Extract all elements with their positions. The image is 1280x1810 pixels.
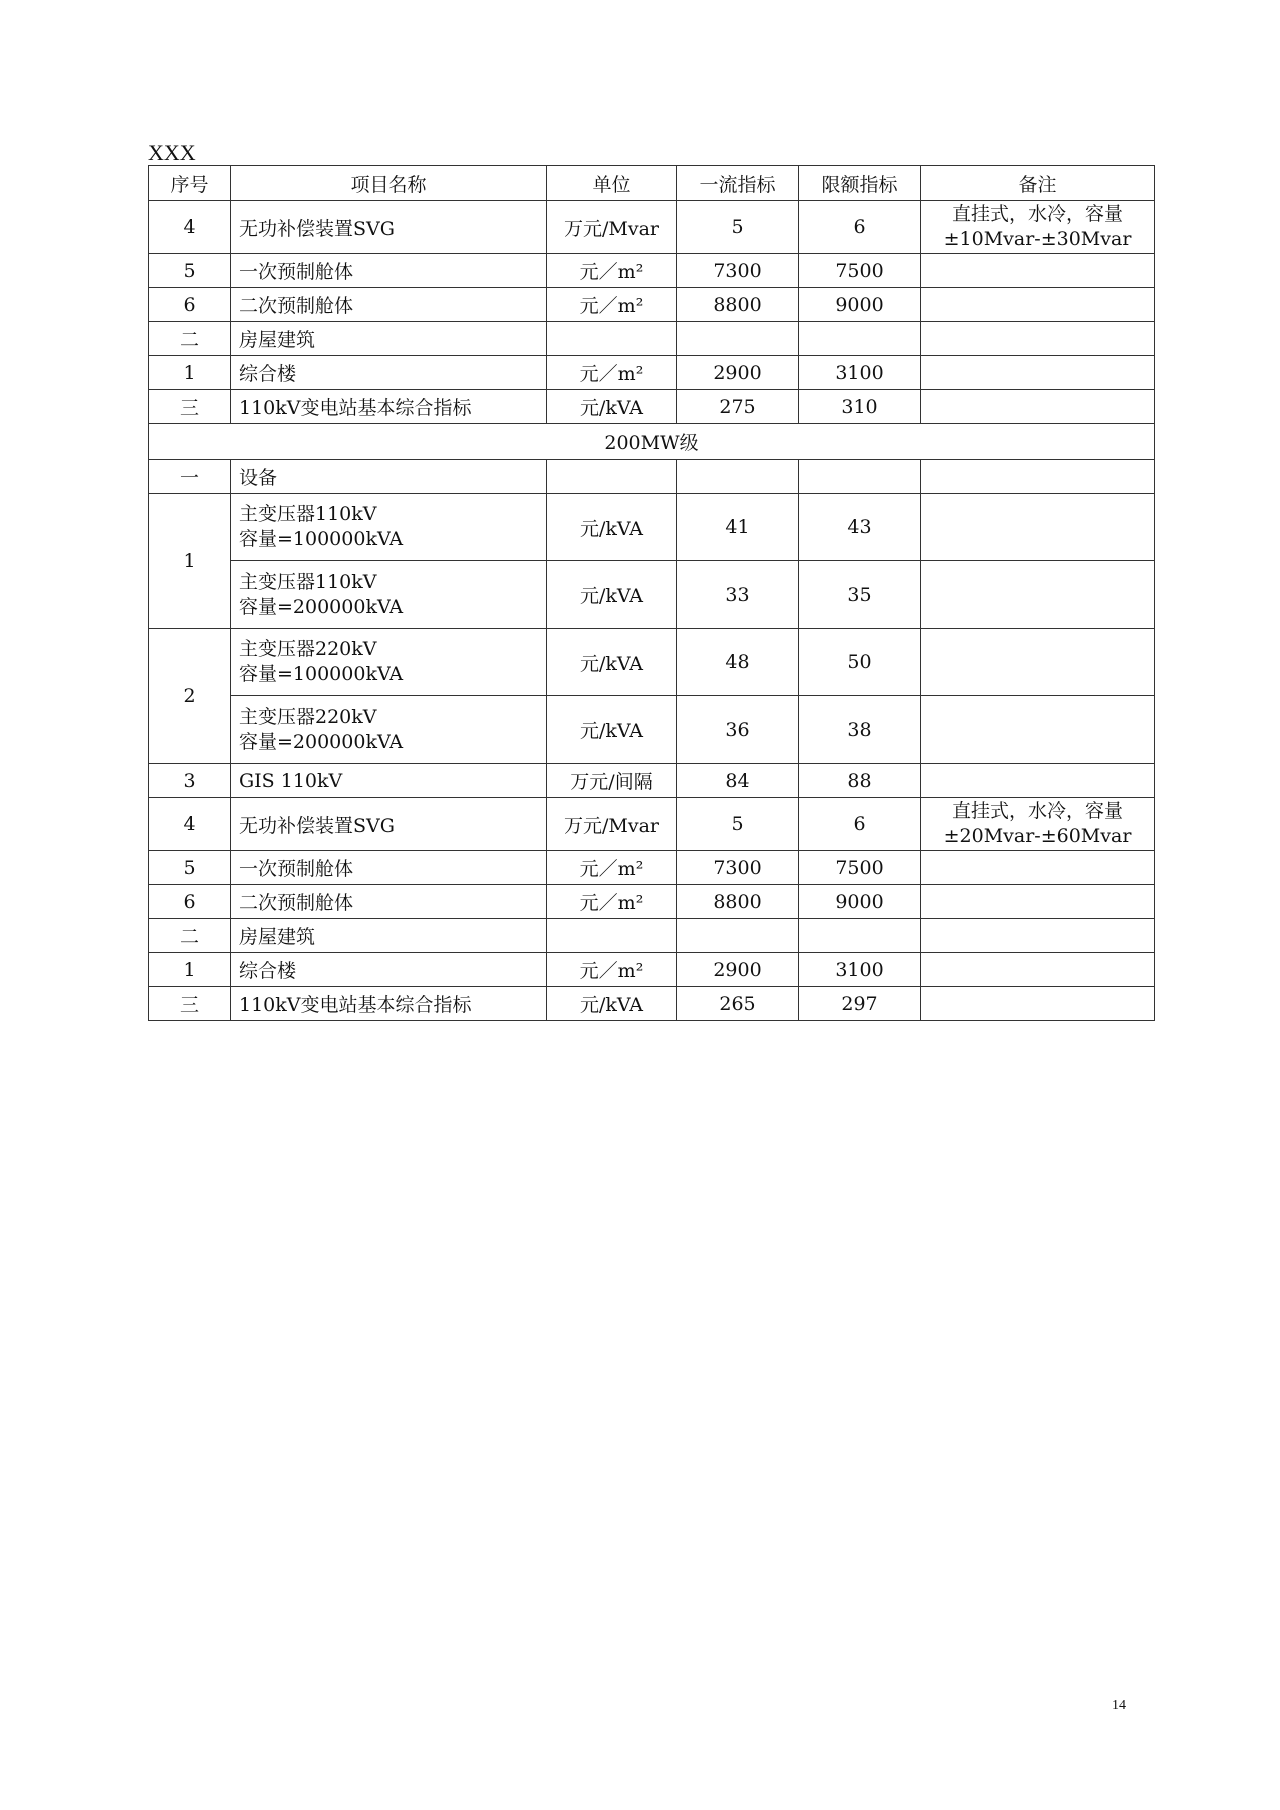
- cell-limit: [799, 322, 921, 356]
- cell-seq: 1: [149, 494, 231, 629]
- table-row: [149, 953, 1155, 987]
- cell-limit: 43: [799, 494, 921, 561]
- cell-unit: 元/kVA: [547, 696, 677, 764]
- table-row: [149, 919, 1155, 953]
- table-row: [149, 390, 1155, 424]
- cell-remark: [921, 696, 1155, 764]
- remark-line-1: 直挂式，水冷，容量: [951, 203, 1123, 225]
- table-row: [149, 356, 1155, 390]
- cell-name: [231, 494, 547, 561]
- cell-seq: 6: [149, 288, 231, 322]
- table-row: [149, 885, 1155, 919]
- cell-remark: [921, 322, 1155, 356]
- name-line-1: 主变压器220kV: [239, 705, 377, 728]
- cell-first-class: [677, 460, 799, 494]
- cell-unit: 万元/Mvar: [547, 798, 677, 851]
- section-row: [149, 424, 1155, 460]
- cell-first-class: 265: [677, 987, 799, 1021]
- header-limit: 限额指标: [799, 166, 921, 201]
- cell-unit: 万元/间隔: [547, 764, 677, 798]
- table-row: [149, 254, 1155, 288]
- cell-first-class: 275: [677, 390, 799, 424]
- cell-remark: [921, 885, 1155, 919]
- cell-unit: 元／m²: [547, 885, 677, 919]
- table-row: [149, 201, 1155, 254]
- cell-unit: 万元/Mvar: [547, 201, 677, 254]
- cell-first-class: 7300: [677, 851, 799, 885]
- cell-remark: [921, 851, 1155, 885]
- table-row: [149, 851, 1155, 885]
- cell-limit: 297: [799, 987, 921, 1021]
- section-200mw-title: 200MW级: [149, 424, 1155, 460]
- cell-name: 房屋建筑: [231, 919, 547, 953]
- cell-unit: 元／m²: [547, 288, 677, 322]
- header-remark: 备注: [921, 166, 1155, 201]
- cell-remark: [921, 629, 1155, 696]
- page-number: 14: [1112, 1698, 1126, 1713]
- cell-remark: [921, 288, 1155, 322]
- cell-limit: [799, 460, 921, 494]
- cell-limit: 7500: [799, 254, 921, 288]
- cell-remark: [921, 764, 1155, 798]
- cell-remark: [921, 356, 1155, 390]
- table-row: [149, 629, 1155, 696]
- cell-unit: 元/kVA: [547, 987, 677, 1021]
- cell-remark: [921, 919, 1155, 953]
- cell-limit: 7500: [799, 851, 921, 885]
- cell-name: 110kV变电站基本综合指标: [231, 987, 547, 1021]
- cell-name: 二次预制舱体: [231, 288, 547, 322]
- cell-first-class: 41: [677, 494, 799, 561]
- cell-remark: [921, 390, 1155, 424]
- cell-unit: 元／m²: [547, 356, 677, 390]
- cell-name: 设备: [231, 460, 547, 494]
- cell-first-class: 84: [677, 764, 799, 798]
- name-line-2: 容量=200000kVA: [239, 730, 404, 753]
- name-line-1: 主变压器110kV: [239, 570, 377, 593]
- cell-remark: [921, 254, 1155, 288]
- cell-remark: [921, 953, 1155, 987]
- cell-limit: 3100: [799, 356, 921, 390]
- cell-seq: 4: [149, 798, 231, 851]
- header-seq: 序号: [149, 166, 231, 201]
- cell-unit: 元／m²: [547, 254, 677, 288]
- header-unit: 单位: [547, 166, 677, 201]
- remark-line-1: 直挂式，水冷，容量: [951, 800, 1123, 822]
- table-row: [149, 460, 1155, 494]
- cell-name: 二次预制舱体: [231, 885, 547, 919]
- cell-first-class: [677, 322, 799, 356]
- cell-name: [231, 629, 547, 696]
- cell-first-class: 48: [677, 629, 799, 696]
- cell-limit: [799, 919, 921, 953]
- cell-unit: 元/kVA: [547, 390, 677, 424]
- name-line-1: 主变压器110kV: [239, 503, 377, 525]
- table-row: [149, 987, 1155, 1021]
- cell-first-class: [677, 919, 799, 953]
- cell-limit: 38: [799, 696, 921, 764]
- cell-remark: [921, 460, 1155, 494]
- cell-name: [231, 561, 547, 629]
- cell-first-class: 5: [677, 798, 799, 851]
- table-row: [149, 288, 1155, 322]
- cell-limit: 3100: [799, 953, 921, 987]
- cell-unit: [547, 919, 677, 953]
- cell-remark: [921, 494, 1155, 561]
- cell-name: 一次预制舱体: [231, 254, 547, 288]
- cell-remark: [921, 561, 1155, 629]
- cell-limit: 50: [799, 629, 921, 696]
- cell-first-class: 8800: [677, 885, 799, 919]
- cell-unit: 元／m²: [547, 953, 677, 987]
- cell-name: [231, 696, 547, 764]
- cell-seq: 1: [149, 953, 231, 987]
- cell-name: 综合楼: [231, 953, 547, 987]
- cell-seq: 三: [149, 390, 231, 424]
- cell-limit: 310: [799, 390, 921, 424]
- name-line-2: 容量=200000kVA: [239, 595, 404, 618]
- cell-seq: 三: [149, 987, 231, 1021]
- name-line-2: 容量=100000kVA: [239, 663, 404, 685]
- header-name: 项目名称: [231, 166, 547, 201]
- cell-limit: 88: [799, 764, 921, 798]
- cell-remark: [921, 798, 1155, 851]
- name-line-2: 容量=100000kVA: [239, 528, 404, 550]
- cell-remark: [921, 201, 1155, 254]
- cell-seq: 6: [149, 885, 231, 919]
- cell-name: 110kV变电站基本综合指标: [231, 390, 547, 424]
- cell-limit: 9000: [799, 885, 921, 919]
- cell-limit: 35: [799, 561, 921, 629]
- cell-unit: [547, 322, 677, 356]
- cell-first-class: 33: [677, 561, 799, 629]
- cell-name: 无功补偿装置SVG: [231, 798, 547, 851]
- table-header-row: [149, 166, 1155, 201]
- table-row: [149, 798, 1155, 851]
- cell-name: 无功补偿装置SVG: [231, 201, 547, 254]
- table-row: [149, 322, 1155, 356]
- cell-seq: 4: [149, 201, 231, 254]
- cell-name: 综合楼: [231, 356, 547, 390]
- cell-unit: [547, 460, 677, 494]
- remark-line-2: ±10Mvar-±30Mvar: [943, 228, 1132, 250]
- cell-limit: 6: [799, 798, 921, 851]
- index-table: [148, 165, 1155, 1021]
- table-row: [149, 561, 1155, 629]
- table-row: [149, 764, 1155, 798]
- cell-limit: 9000: [799, 288, 921, 322]
- cell-limit: 6: [799, 201, 921, 254]
- cell-seq: 5: [149, 254, 231, 288]
- cell-name: 一次预制舱体: [231, 851, 547, 885]
- cell-first-class: 2900: [677, 953, 799, 987]
- cell-seq: 2: [149, 629, 231, 764]
- cell-seq: 二: [149, 919, 231, 953]
- table-row: [149, 494, 1155, 561]
- name-line-1: 主变压器220kV: [239, 638, 377, 660]
- cell-first-class: 2900: [677, 356, 799, 390]
- cell-first-class: 36: [677, 696, 799, 764]
- table-row: [149, 696, 1155, 764]
- cell-unit: 元/kVA: [547, 629, 677, 696]
- cell-name: 房屋建筑: [231, 322, 547, 356]
- cell-seq: 3: [149, 764, 231, 798]
- cell-seq: 二: [149, 322, 231, 356]
- cell-unit: 元／m²: [547, 851, 677, 885]
- cell-seq: 5: [149, 851, 231, 885]
- cell-unit: 元/kVA: [547, 494, 677, 561]
- cell-seq: 一: [149, 460, 231, 494]
- cell-first-class: 5: [677, 201, 799, 254]
- cell-first-class: 7300: [677, 254, 799, 288]
- document-label: XXX: [148, 140, 196, 165]
- cell-name: GIS 110kV: [231, 764, 547, 798]
- header-first-class: 一流指标: [677, 166, 799, 201]
- cell-first-class: 8800: [677, 288, 799, 322]
- cell-unit: 元/kVA: [547, 561, 677, 629]
- cell-seq: 1: [149, 356, 231, 390]
- cell-remark: [921, 987, 1155, 1021]
- remark-line-2: ±20Mvar-±60Mvar: [943, 825, 1132, 847]
